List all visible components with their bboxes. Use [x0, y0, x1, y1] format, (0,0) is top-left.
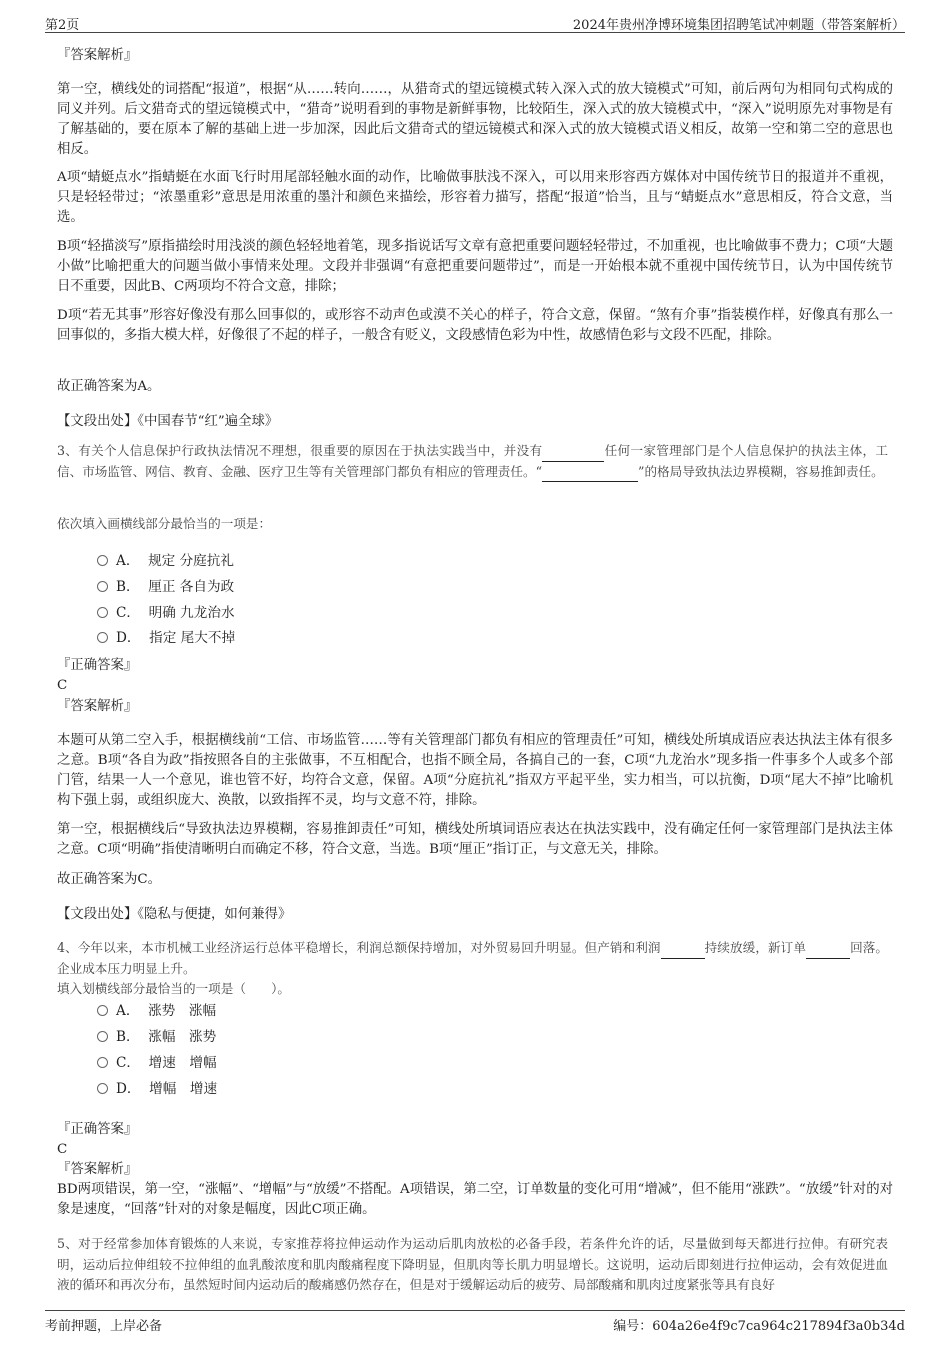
page-footer — [45, 1310, 905, 1333]
analysis-paragraph: B项“轻描淡写”原指描绘时用浅淡的颜色轻轻地着笔，现多指说话写文章有意把重要问题轻轻带过，不加重视，也比喻做事不费力；C项“大题小做”比喻把重大的问题当做小事情来处理。文段并非强调“有意把重要问题带过”，而是一开始根本就不重视中国传统节日，认为中国传统节日不重要，因此B、C两项均不符合文意，排除； — [57, 239, 893, 294]
answer-blank — [542, 447, 604, 462]
answer-blank — [661, 944, 705, 959]
radio-icon[interactable] — [97, 581, 108, 592]
analysis-paragraph: A项“蜻蜓点水”指蜻蜓在水面飞行时用尾部轻触水面的动作，比喻做事肤浅不深入，可以用来形容西方媒体对中国传统节日的报道并不重视，只是轻轻带过；“浓墨重彩”意思是用浓重的墨汁和颜色来描绘，形容着力描写，搭配“报道”恰当，且与“蜻蜓点水”意思相反，符合文意，当选。 — [57, 170, 893, 225]
radio-icon[interactable] — [97, 555, 108, 566]
correct-answer: C — [57, 1142, 68, 1157]
analysis-paragraph: BD两项错误，第一空，“涨幅”、“增幅”与“放缓”不搭配。A项错误，第二空，订单数量的变化可用“增减”，但不能用“涨跌”。“放缓”针对的对象是速度，“回落”针对的对象是幅度，因此C项正确。 — [57, 1182, 893, 1217]
answer-blank — [542, 467, 638, 482]
analysis-label: 『答案解析』 — [57, 699, 138, 714]
option-a[interactable]: A． 涨势 涨幅 — [97, 1001, 216, 1021]
correct-answer: C — [57, 678, 68, 693]
document-code: 编号：604a26e4f9c7ca964c217894f3a0b34d — [613, 1319, 905, 1334]
page-number: 第2页 — [45, 18, 80, 33]
question-4-prompt: 填入划横线部分最恰当的一项是（ ）。 — [57, 981, 290, 996]
radio-icon[interactable] — [97, 1031, 108, 1042]
correct-answer-label: 『正确答案』 — [57, 1122, 138, 1137]
answer-blank — [806, 944, 850, 959]
radio-icon[interactable] — [97, 1005, 108, 1016]
source-citation: 【文段出处】《隐私与便捷，如何兼得》 — [57, 907, 292, 922]
radio-icon[interactable] — [97, 632, 108, 643]
radio-icon[interactable] — [97, 607, 108, 618]
analysis-label: 『答案解析』 — [57, 1162, 138, 1177]
analysis-paragraph: 本题可从第二空入手，根据横线前“工信、市场监管……等有关管理部门都负有相应的管理责任”可知，横线处所填成语应表达执法主体有很多之意。B项“各自为政”指按照各自的主张做事，不互相配合，也指不顾全局，各搞自己的一套，C项“九龙治水”现多指一件事多个人或多个部门管，结果一人一个意见，谁也管不好，均符合文意，保留。A项“分庭抗礼”指双方平起平坐，实力相当，可以抗衡，D项“尾大不掉”比喻机构下强上弱，或组织庞大、涣散，以致指挥不灵，均与文意不符，排除。 — [57, 733, 893, 808]
question-3-stem: 3、有关个人信息保护行政执法情况不理想，很重要的原因在于执法实践当中，并没有 任何一家管理部门是个人信息保护的执法主体，工信、市场监管、网信、教育、金融、医疗卫生等有关管理部门都负有相应的管理责任。“ ”的格局导致执法边界模糊，容易推卸责任。 — [57, 441, 888, 482]
option-b[interactable]: B． 涨幅 涨势 — [97, 1027, 216, 1047]
analysis-label: 『答案解析』 — [57, 48, 138, 63]
analysis-paragraph: 第一空，横线处的词搭配“报道”，根据“从……转向……，从猎奇式的望远镜模式转入深入式的放大镜模式”可知，前后两句为相同句式构成的同义并列。后文猎奇式的望远镜模式中，“猎奇”说明看到的事物是新鲜事物，比较陌生，深入式的放大镜模式中，“深入”说明原先对事物是有了解基础的，要在原本了解的基础上进一步加深，因此后文猎奇式的望远镜模式和深入式的放大镜模式语义相反，故第一空和第二空的意思也相反。 — [57, 82, 893, 157]
correct-answer-label: 『正确答案』 — [57, 658, 138, 673]
option-a[interactable]: A． 规定 分庭抗礼 — [97, 551, 234, 571]
question-3-prompt: 依次填入画横线部分最恰当的一项是： — [57, 516, 272, 531]
question-5-stem: 5、对于经常参加体育锻炼的人来说，专家推荐将拉伸运动作为运动后肌肉放松的必备手段，若条件允许的话，尽量做到每天都进行拉伸。有研究表明，运动后拉伸组较不拉伸组的血乳酸浓度和肌肉酸痛程度下降明显，但肌肉等长肌力明显增长。这说明，运动后即刻进行拉伸运动，会有效促进血液的循环和再次分布，虽然短时间内运动后的酸痛感仍然存在，但是对于缓解运动后的疲劳、局部酸痛和肌肉过度紧张等具有良好 — [57, 1236, 888, 1292]
document-title: 2024年贵州净博环境集团招聘笔试冲刺题（带答案解析） — [572, 18, 905, 33]
analysis-paragraph: D项“若无其事”形容好像没有那么回事似的，或形容不动声色或漠不关心的样子，符合文意，保留。“煞有介事”指装模作样，好像真有那么一回事似的，多指大模大样，好像很了不起的样子，一般含有贬义，文段感情色彩为中性，故感情色彩与文段不匹配，排除。 — [57, 308, 893, 343]
source-citation: 【文段出处】《中国春节“红”遍全球》 — [57, 414, 279, 429]
option-c[interactable]: C． 明确 九龙治水 — [97, 603, 235, 623]
radio-icon[interactable] — [97, 1083, 108, 1094]
question-4-stem: 4、今年以来，本市机械工业经济运行总体平稳增长，利润总额保持增加，对外贸易回升明显。但产销和利润 持续放缓，新订单 回落。企业成本压力明显上升。 — [57, 940, 889, 976]
option-d[interactable]: D． 增幅 增速 — [97, 1079, 217, 1099]
analysis-paragraph: 第一空，根据横线后“导致执法边界模糊，容易推卸责任”可知，横线处所填词语应表达在执法实践中，没有确定任何一家管理部门是执法主体之意。C项“明确”指使清晰明白而确定不移，符合文意，当选。B项“厘正”指订正，与文意无关，排除。 — [57, 822, 893, 857]
conclusion: 故正确答案为C。 — [57, 872, 161, 887]
footer-slogan: 考前押题，上岸必备 — [45, 1319, 163, 1334]
radio-icon[interactable] — [97, 1057, 108, 1068]
option-c[interactable]: C． 增速 增幅 — [97, 1053, 217, 1073]
option-d[interactable]: D． 指定 尾大不掉 — [97, 628, 235, 648]
conclusion: 故正确答案为A。 — [57, 379, 161, 394]
option-b[interactable]: B． 厘正 各自为政 — [97, 577, 234, 597]
page-header — [45, 10, 905, 33]
